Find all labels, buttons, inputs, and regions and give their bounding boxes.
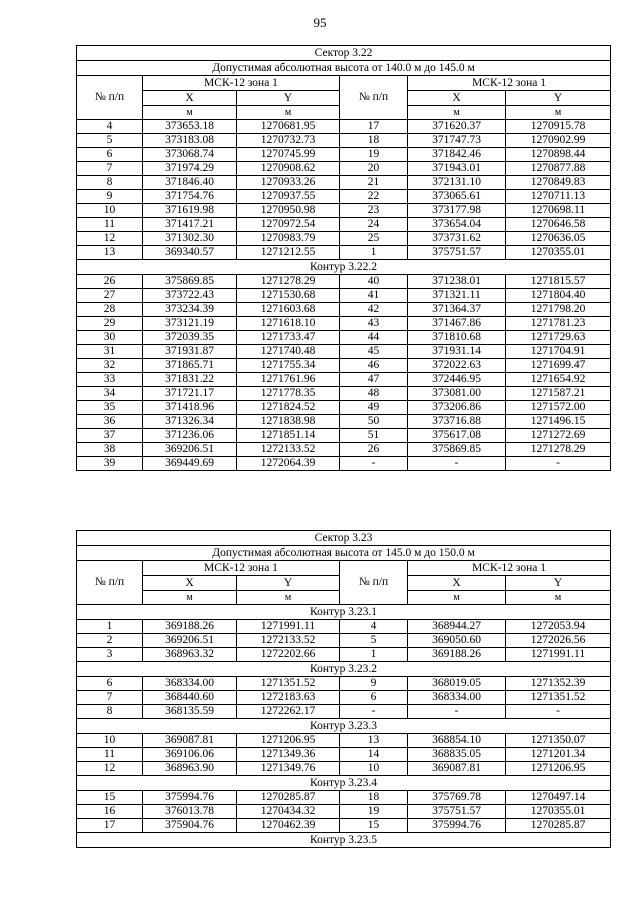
y-coordinate: 1270462.39 [237, 819, 340, 833]
point-number: 9 [340, 677, 408, 691]
y-coordinate: 1272133.52 [237, 443, 340, 457]
x-coordinate: 369449.69 [143, 457, 237, 471]
y-coordinate: 1270902.99 [506, 134, 611, 148]
x-coordinate: 368440.60 [143, 691, 237, 705]
point-number: 10 [340, 762, 408, 776]
table-row [77, 620, 611, 634]
table-row [77, 345, 611, 359]
y-coordinate: 1271778.35 [237, 387, 340, 401]
unit-y-left: м [237, 591, 340, 605]
table-row [77, 734, 611, 748]
y-coordinate: 1271838.98 [237, 415, 340, 429]
y-coordinate: 1271654.92 [506, 373, 611, 387]
x-coordinate: 373716.88 [408, 415, 506, 429]
point-number: 18 [340, 134, 408, 148]
point-number: 31 [77, 345, 143, 359]
x-coordinate: 373081.00 [408, 387, 506, 401]
point-number: 47 [340, 373, 408, 387]
x-coordinate: 373206.86 [408, 401, 506, 415]
x-coordinate: 368963.32 [143, 648, 237, 662]
point-number: 7 [77, 691, 143, 705]
y-header-left: Y [237, 91, 340, 106]
x-coordinate: 376013.78 [143, 805, 237, 819]
point-number: 5 [77, 134, 143, 148]
table-row [77, 204, 611, 218]
table-row [77, 819, 611, 833]
x-coordinate: 371238.01 [408, 275, 506, 289]
table-row [77, 218, 611, 232]
table-row [77, 648, 611, 662]
x-coordinate: 368334.00 [143, 677, 237, 691]
contour-title: Контур 3.23.5 [77, 833, 611, 848]
table-row [77, 359, 611, 373]
unit-y-right: м [506, 591, 611, 605]
point-number: 26 [340, 443, 408, 457]
point-number: 8 [77, 176, 143, 190]
point-number: 24 [340, 218, 408, 232]
y-coordinate: 1271804.40 [506, 289, 611, 303]
y-coordinate: 1271733.47 [237, 331, 340, 345]
x-coordinate: 372131.10 [408, 176, 506, 190]
x-coordinate: 373653.18 [143, 120, 237, 134]
point-number: 1 [340, 648, 408, 662]
table-row [77, 677, 611, 691]
num-header-left: № п/п [77, 561, 143, 605]
x-coordinate: 371364.37 [408, 303, 506, 317]
x-coordinate: 371302.30 [143, 232, 237, 246]
y-coordinate: 1271798.20 [506, 303, 611, 317]
point-number: 10 [77, 734, 143, 748]
point-number: 6 [340, 691, 408, 705]
y-coordinate: 1271572.00 [506, 401, 611, 415]
table-row [77, 415, 611, 429]
table-row [77, 120, 611, 134]
y-coordinate: 1270434.32 [237, 805, 340, 819]
x-coordinate: 375617.08 [408, 429, 506, 443]
point-number: 3 [77, 648, 143, 662]
point-number: 1 [340, 246, 408, 260]
y-coordinate: 1271704.91 [506, 345, 611, 359]
zone-header-right: МСК-12 зона 1 [408, 76, 611, 91]
x-coordinate: 373121.19 [143, 317, 237, 331]
point-number: 5 [340, 634, 408, 648]
point-number: 46 [340, 359, 408, 373]
y-coordinate: 1271603.68 [237, 303, 340, 317]
point-number: 17 [77, 819, 143, 833]
point-number: 22 [340, 190, 408, 204]
x-coordinate: 368334.00 [408, 691, 506, 705]
point-number: 38 [77, 443, 143, 457]
y-coordinate: 1270933.26 [237, 176, 340, 190]
point-number: 45 [340, 345, 408, 359]
y-coordinate: 1270898.44 [506, 148, 611, 162]
point-number: 34 [77, 387, 143, 401]
x-coordinate: 371619.98 [143, 204, 237, 218]
unit-x-right: м [408, 106, 506, 120]
y-coordinate: 1270698.11 [506, 204, 611, 218]
x-coordinate: 375769.78 [408, 791, 506, 805]
point-number: 15 [77, 791, 143, 805]
point-number: 8 [77, 705, 143, 719]
point-number: - [340, 705, 408, 719]
y-coordinate: 1270355.01 [506, 246, 611, 260]
zone-header-right: МСК-12 зона 1 [408, 561, 611, 576]
point-number: 6 [77, 148, 143, 162]
y-coordinate: 1271278.29 [506, 443, 611, 457]
x-coordinate: 375994.76 [408, 819, 506, 833]
y-coordinate: 1271618.10 [237, 317, 340, 331]
y-coordinate: 1270646.58 [506, 218, 611, 232]
point-number: 39 [77, 457, 143, 471]
y-coordinate: 1270972.54 [237, 218, 340, 232]
point-number: 25 [340, 232, 408, 246]
table-row [77, 317, 611, 331]
y-coordinate: 1272183.63 [237, 691, 340, 705]
contour-title: Контур 3.23.3 [77, 719, 611, 734]
point-number: 2 [77, 634, 143, 648]
x-coordinate: 375869.85 [143, 275, 237, 289]
x-coordinate: 369340.57 [143, 246, 237, 260]
x-header-right: X [408, 576, 506, 591]
y-coordinate: 1272262.17 [237, 705, 340, 719]
point-number: 48 [340, 387, 408, 401]
point-number: 33 [77, 373, 143, 387]
x-coordinate: 369087.81 [408, 762, 506, 776]
x-coordinate: 369206.51 [143, 443, 237, 457]
y-coordinate: 1271740.48 [237, 345, 340, 359]
y-header-right: Y [506, 576, 611, 591]
y-coordinate: 1271350.07 [506, 734, 611, 748]
y-coordinate: 1271991.11 [506, 648, 611, 662]
point-number: 11 [77, 748, 143, 762]
point-number: 11 [77, 218, 143, 232]
x-coordinate: - [408, 457, 506, 471]
point-number: 4 [77, 120, 143, 134]
point-number: 13 [340, 734, 408, 748]
y-coordinate: 1272133.52 [237, 634, 340, 648]
unit-y-left: м [237, 106, 340, 120]
point-number: 27 [77, 289, 143, 303]
y-coordinate: - [506, 457, 611, 471]
point-number: 6 [77, 677, 143, 691]
x-coordinate: 371842.46 [408, 148, 506, 162]
unit-y-right: м [506, 106, 611, 120]
x-coordinate: 368944.27 [408, 620, 506, 634]
y-coordinate: 1271349.36 [237, 748, 340, 762]
y-coordinate: 1270636.05 [506, 232, 611, 246]
y-coordinate: 1271212.55 [237, 246, 340, 260]
table-row [77, 232, 611, 246]
point-number: 37 [77, 429, 143, 443]
point-number: 41 [340, 289, 408, 303]
point-number: 7 [77, 162, 143, 176]
x-coordinate: 368019.05 [408, 677, 506, 691]
x-coordinate: 371326.34 [143, 415, 237, 429]
y-coordinate: 1271587.21 [506, 387, 611, 401]
x-coordinate: 373234.39 [143, 303, 237, 317]
page-number: 95 [313, 15, 327, 30]
point-number: 51 [340, 429, 408, 443]
table-row [77, 762, 611, 776]
point-number: 13 [77, 246, 143, 260]
table-row [77, 373, 611, 387]
unit-x-left: м [143, 591, 237, 605]
point-number: - [340, 457, 408, 471]
point-number: 32 [77, 359, 143, 373]
num-header-left: № п/п [77, 76, 143, 120]
table-row [77, 176, 611, 190]
coordinates-table-sector-3-23 [76, 530, 611, 848]
x-header-right: X [408, 91, 506, 106]
table-row [77, 429, 611, 443]
height-range-caption: Допустимая абсолютная высота от 140.0 м до 145.0 м [77, 61, 611, 76]
point-number: 20 [340, 162, 408, 176]
table-row [77, 246, 611, 260]
x-coordinate: 371974.29 [143, 162, 237, 176]
point-number: 15 [340, 819, 408, 833]
zone-header-left: МСК-12 зона 1 [143, 76, 340, 91]
point-number: 19 [340, 805, 408, 819]
y-coordinate: 1270849.83 [506, 176, 611, 190]
y-coordinate: - [506, 705, 611, 719]
y-coordinate: 1271278.29 [237, 275, 340, 289]
y-coordinate: 1270983.79 [237, 232, 340, 246]
point-number: 23 [340, 204, 408, 218]
y-coordinate: 1271496.15 [506, 415, 611, 429]
y-coordinate: 1270355.01 [506, 805, 611, 819]
point-number: 50 [340, 415, 408, 429]
x-coordinate: 372039.35 [143, 331, 237, 345]
x-coordinate: 371747.73 [408, 134, 506, 148]
x-coordinate: 373068.74 [143, 148, 237, 162]
x-coordinate: 371810.68 [408, 331, 506, 345]
y-coordinate: 1270745.99 [237, 148, 340, 162]
contour-title: Контур 3.23.2 [77, 662, 611, 677]
height-range-caption: Допустимая абсолютная высота от 145.0 м до 150.0 м [77, 546, 611, 561]
table-row [77, 634, 611, 648]
table-row [77, 705, 611, 719]
x-coordinate: 372446.95 [408, 373, 506, 387]
x-coordinate: 369188.26 [408, 648, 506, 662]
table-row [77, 289, 611, 303]
x-coordinate: - [408, 705, 506, 719]
y-coordinate: 1271272.69 [506, 429, 611, 443]
table-row [77, 748, 611, 762]
x-coordinate: 372022.63 [408, 359, 506, 373]
x-coordinate: 371831.22 [143, 373, 237, 387]
x-coordinate: 375994.76 [143, 791, 237, 805]
y-coordinate: 1270285.87 [506, 819, 611, 833]
y-coordinate: 1271761.96 [237, 373, 340, 387]
contour-row [77, 662, 611, 677]
y-coordinate: 1270711.13 [506, 190, 611, 204]
x-coordinate: 371931.14 [408, 345, 506, 359]
y-coordinate: 1270681.95 [237, 120, 340, 134]
y-coordinate: 1272026.56 [506, 634, 611, 648]
table-row [77, 457, 611, 471]
x-header-left: X [143, 576, 237, 591]
num-header-right: № п/п [340, 561, 408, 605]
x-coordinate: 375751.57 [408, 246, 506, 260]
point-number: 42 [340, 303, 408, 317]
unit-x-right: м [408, 591, 506, 605]
x-coordinate: 368963.90 [143, 762, 237, 776]
x-coordinate: 371754.76 [143, 190, 237, 204]
y-coordinate: 1270915.78 [506, 120, 611, 134]
contour-row [77, 776, 611, 791]
y-coordinate: 1271815.57 [506, 275, 611, 289]
y-coordinate: 1270877.88 [506, 162, 611, 176]
table-row [77, 443, 611, 457]
x-coordinate: 373722.43 [143, 289, 237, 303]
contour-row [77, 260, 611, 275]
y-coordinate: 1271699.47 [506, 359, 611, 373]
table-row [77, 331, 611, 345]
table-row [77, 162, 611, 176]
x-coordinate: 369050.60 [408, 634, 506, 648]
point-number: 36 [77, 415, 143, 429]
point-number: 12 [77, 762, 143, 776]
x-coordinate: 375751.57 [408, 805, 506, 819]
x-coordinate: 371467.86 [408, 317, 506, 331]
sector-title: Сектор 3.22 [77, 46, 611, 61]
x-coordinate: 371865.71 [143, 359, 237, 373]
table-row [77, 805, 611, 819]
point-number: 44 [340, 331, 408, 345]
y-coordinate: 1271824.52 [237, 401, 340, 415]
y-coordinate: 1271729.63 [506, 331, 611, 345]
x-coordinate: 369188.26 [143, 620, 237, 634]
coordinates-table-sector-3-22 [76, 45, 611, 471]
x-header-left: X [143, 91, 237, 106]
sector-title: Сектор 3.23 [77, 531, 611, 546]
num-header-right: № п/п [340, 76, 408, 120]
x-coordinate: 368135.59 [143, 705, 237, 719]
y-coordinate: 1270285.87 [237, 791, 340, 805]
x-coordinate: 369087.81 [143, 734, 237, 748]
y-coordinate: 1270497.14 [506, 791, 611, 805]
table-row [77, 275, 611, 289]
x-coordinate: 369206.51 [143, 634, 237, 648]
x-coordinate: 371931.87 [143, 345, 237, 359]
contour-row [77, 605, 611, 620]
x-coordinate: 371418.96 [143, 401, 237, 415]
x-coordinate: 371943.01 [408, 162, 506, 176]
y-coordinate: 1271991.11 [237, 620, 340, 634]
point-number: 18 [340, 791, 408, 805]
point-number: 21 [340, 176, 408, 190]
x-coordinate: 375869.85 [408, 443, 506, 457]
x-coordinate: 373654.04 [408, 218, 506, 232]
point-number: 14 [340, 748, 408, 762]
y-coordinate: 1270732.73 [237, 134, 340, 148]
x-coordinate: 371721.17 [143, 387, 237, 401]
y-coordinate: 1271206.95 [237, 734, 340, 748]
y-coordinate: 1272202.66 [237, 648, 340, 662]
table-row [77, 401, 611, 415]
x-coordinate: 371236.06 [143, 429, 237, 443]
point-number: 4 [340, 620, 408, 634]
y-coordinate: 1270950.98 [237, 204, 340, 218]
point-number: 9 [77, 190, 143, 204]
y-coordinate: 1271352.39 [506, 677, 611, 691]
x-coordinate: 373177.98 [408, 204, 506, 218]
x-coordinate: 373183.08 [143, 134, 237, 148]
x-coordinate: 368854.10 [408, 734, 506, 748]
point-number: 10 [77, 204, 143, 218]
y-header-left: Y [237, 576, 340, 591]
y-coordinate: 1270908.62 [237, 162, 340, 176]
table-row [77, 691, 611, 705]
point-number: 43 [340, 317, 408, 331]
table-row [77, 190, 611, 204]
y-coordinate: 1272064.39 [237, 457, 340, 471]
x-coordinate: 375904.76 [143, 819, 237, 833]
point-number: 26 [77, 275, 143, 289]
y-coordinate: 1271351.52 [237, 677, 340, 691]
contour-title: Контур 3.23.1 [77, 605, 611, 620]
y-coordinate: 1270937.55 [237, 190, 340, 204]
point-number: 12 [77, 232, 143, 246]
point-number: 49 [340, 401, 408, 415]
x-coordinate: 371620.37 [408, 120, 506, 134]
y-coordinate: 1271851.14 [237, 429, 340, 443]
x-coordinate: 371417.21 [143, 218, 237, 232]
y-coordinate: 1271781.23 [506, 317, 611, 331]
point-number: 16 [77, 805, 143, 819]
table-row [77, 387, 611, 401]
point-number: 40 [340, 275, 408, 289]
contour-title: Контур 3.22.2 [77, 260, 611, 275]
y-coordinate: 1271351.52 [506, 691, 611, 705]
point-number: 17 [340, 120, 408, 134]
y-header-right: Y [506, 91, 611, 106]
table-row [77, 148, 611, 162]
x-coordinate: 373731.62 [408, 232, 506, 246]
point-number: 19 [340, 148, 408, 162]
x-coordinate: 371846.40 [143, 176, 237, 190]
table-row [77, 134, 611, 148]
point-number: 35 [77, 401, 143, 415]
table-row [77, 791, 611, 805]
x-coordinate: 373065.61 [408, 190, 506, 204]
point-number: 1 [77, 620, 143, 634]
y-coordinate: 1271201.34 [506, 748, 611, 762]
y-coordinate: 1271349.76 [237, 762, 340, 776]
y-coordinate: 1271530.68 [237, 289, 340, 303]
point-number: 29 [77, 317, 143, 331]
contour-row [77, 719, 611, 734]
y-coordinate: 1271755.34 [237, 359, 340, 373]
point-number: 30 [77, 331, 143, 345]
y-coordinate: 1271206.95 [506, 762, 611, 776]
unit-x-left: м [143, 106, 237, 120]
contour-title: Контур 3.23.4 [77, 776, 611, 791]
zone-header-left: МСК-12 зона 1 [143, 561, 340, 576]
y-coordinate: 1272053.94 [506, 620, 611, 634]
contour-row [77, 833, 611, 848]
table-row [77, 303, 611, 317]
point-number: 28 [77, 303, 143, 317]
x-coordinate: 369106.06 [143, 748, 237, 762]
x-coordinate: 368835.05 [408, 748, 506, 762]
x-coordinate: 371321.11 [408, 289, 506, 303]
